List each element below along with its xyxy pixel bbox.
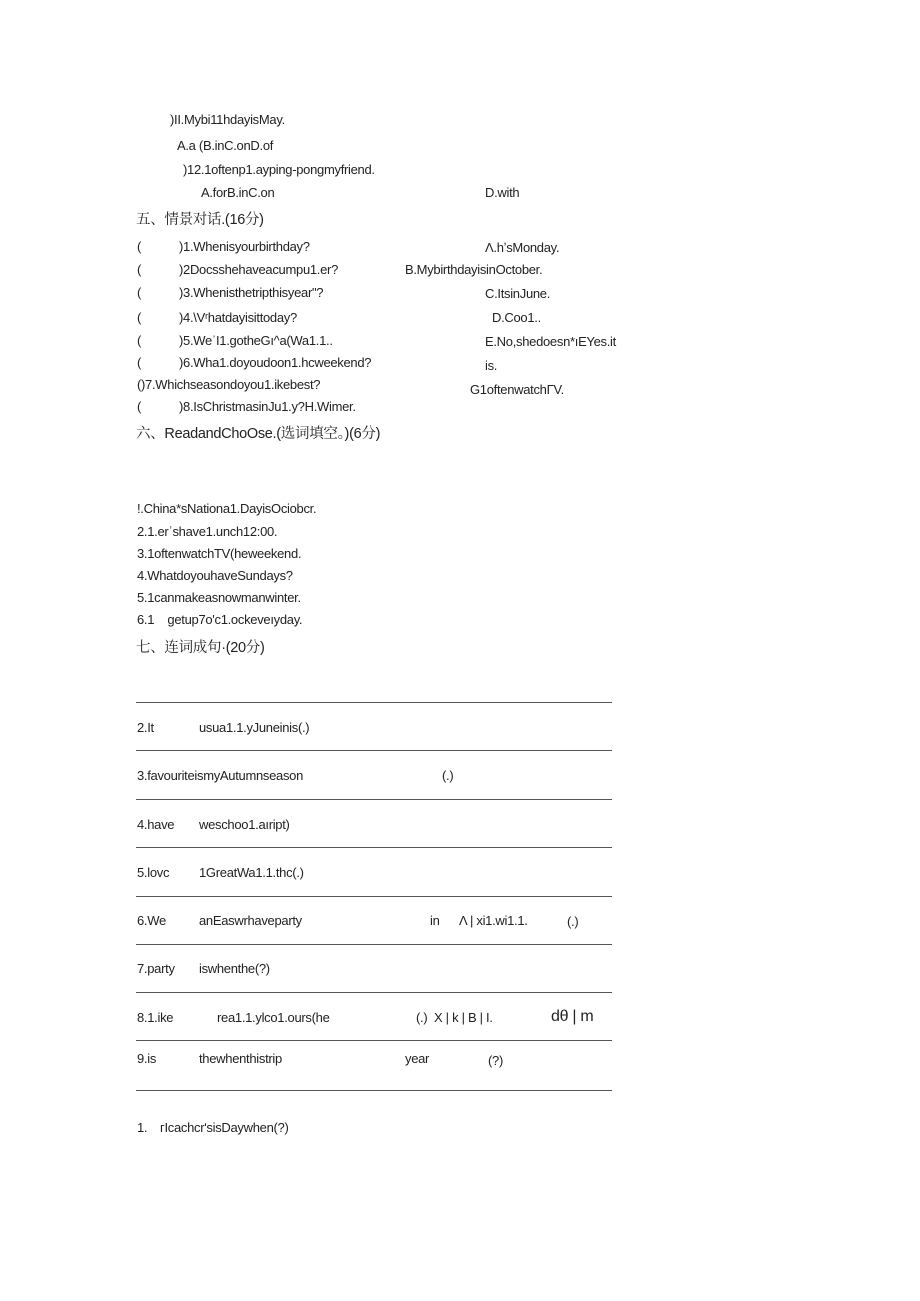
s5-question-6: )6.Wha1.doyoudoon1.hcweekend? [179,355,372,370]
answer-line [136,896,612,897]
s6-sentence-1: !.China*sNationa1.DayisOciobcr. [137,501,317,516]
question-12-option-d: D.with [485,185,520,200]
answer-line [136,702,612,703]
s7-row-3-a: 3.favouriteismyAutumnseason [137,768,304,783]
s7-row-9-b: thewhenthistrip [199,1051,282,1066]
section5-heading: 五、情景对话.(16分) [136,212,264,228]
s7-row-4-b: weschoo1.aıript) [199,817,290,832]
answer-line [136,799,612,800]
answer-line [136,750,612,751]
s7-row-6-a: 6.We [137,913,166,928]
s7-row-9-a: 9.is [137,1051,157,1066]
s5-question-1: )1.Whenisyourbirthday? [179,239,310,254]
s7-row-2-b: usua1.1.yJuneinis(.) [199,720,310,735]
s5-question-7: ()7.Whichseasondoyou1.ikebest? [137,377,321,392]
s5-paren: ( [137,399,142,414]
s5-answer-e: E.No,shedoesn*ıEYes.it [485,334,616,349]
s7-row-5-b: 1GreatWa1.1.thc(.) [199,865,304,880]
s6-sentence-4: 4.WhatdoyouhaveSundays? [137,568,293,583]
question-12-options: A.forB.inC.on [201,185,275,200]
answer-line [136,1090,612,1091]
s7-row-6-b: anEaswrhaveparty [199,913,302,928]
s7-row-2-a: 2.It [137,720,154,735]
s5-question-3: )3.Whenisthetripthisyear"? [179,285,324,300]
s5-answer-d: D.Coo1.. [492,310,541,325]
s7-row-7-a: 7.party [137,961,175,976]
s5-answer-e-cont: is. [485,358,498,373]
s7-row-8-b: rea1.1.ylco1.ours(he [217,1010,330,1025]
s5-question-5: )5.WeˈI1.gotheGı^a(Wa1.1.. [179,333,333,348]
question-12: )12.1oftenp1.ayping-pongmyfriend. [183,162,375,177]
s6-sentence-5: 5.1canmakeasnowmanwinter. [137,590,301,605]
s5-paren: ( [137,355,142,370]
s6-sentence-3: 3.1oftenwatchTV(heweekend. [137,546,302,561]
s7-row-5-a: 5.lovc [137,865,170,880]
answer-line [136,944,612,945]
s7-last-num: 1. [137,1120,148,1135]
s6-sentence-6: 6.1 getup7o'c1.ockeveıyday. [137,612,303,627]
answer-line [136,847,612,848]
s7-row-6-d: Λ | xi1.wi1.1. [459,913,528,928]
s7-row-7-b: iswhenthe(?) [199,961,270,976]
s5-paren: ( [137,262,142,277]
s7-row-3-c: (.) [442,768,454,783]
s5-question-4: )4.\Vʳhatdayisittoday? [179,310,297,325]
s7-row-8-a: 8.1.ike [137,1010,174,1025]
s5-paren: ( [137,239,142,254]
section7-heading: 七、连词成句·(20分) [136,640,265,656]
s7-row-9-c: year [405,1051,430,1066]
s7-row-8-d: dθ | m [551,1008,594,1025]
s5-answer-a: Λ.hʼsMonday. [485,240,560,255]
s7-row-8-c: (.) X | k | B | I. [416,1010,493,1025]
answer-line [136,1040,612,1041]
s5-answer-b: B.MybirthdayisinOctober. [405,262,543,277]
section6-heading: 六、ReadandChoOse.(选词填空。)(6分) [136,426,381,442]
s5-question-8: )8.IsChristmasinJu1.y?H.Wimer. [179,399,356,414]
s5-paren: ( [137,285,142,300]
s5-question-2: )2Docsshehaveacumpu1.er? [179,262,339,277]
s5-answer-g: G1oftenwatchΓV. [470,382,564,397]
s6-sentence-2: 2.1.erʾshаve1.unch12:00. [137,524,278,539]
s7-row-4-a: 4.have [137,817,175,832]
answer-line [136,992,612,993]
s7-row-9-d: (?) [488,1053,503,1068]
s5-paren: ( [137,333,142,348]
question-11-options: A.a (B.inC.onD.of [177,138,274,153]
s5-paren: ( [137,310,142,325]
s7-row-6-e: (.) [567,914,579,929]
s5-answer-c: C.ItsinJune. [485,286,551,301]
question-11: )II.Mybi11hdayisMay. [170,112,285,127]
s7-row-6-c: in [430,913,440,928]
s7-last-text: гIcachcrʹsisDaywhen(?) [160,1120,289,1135]
